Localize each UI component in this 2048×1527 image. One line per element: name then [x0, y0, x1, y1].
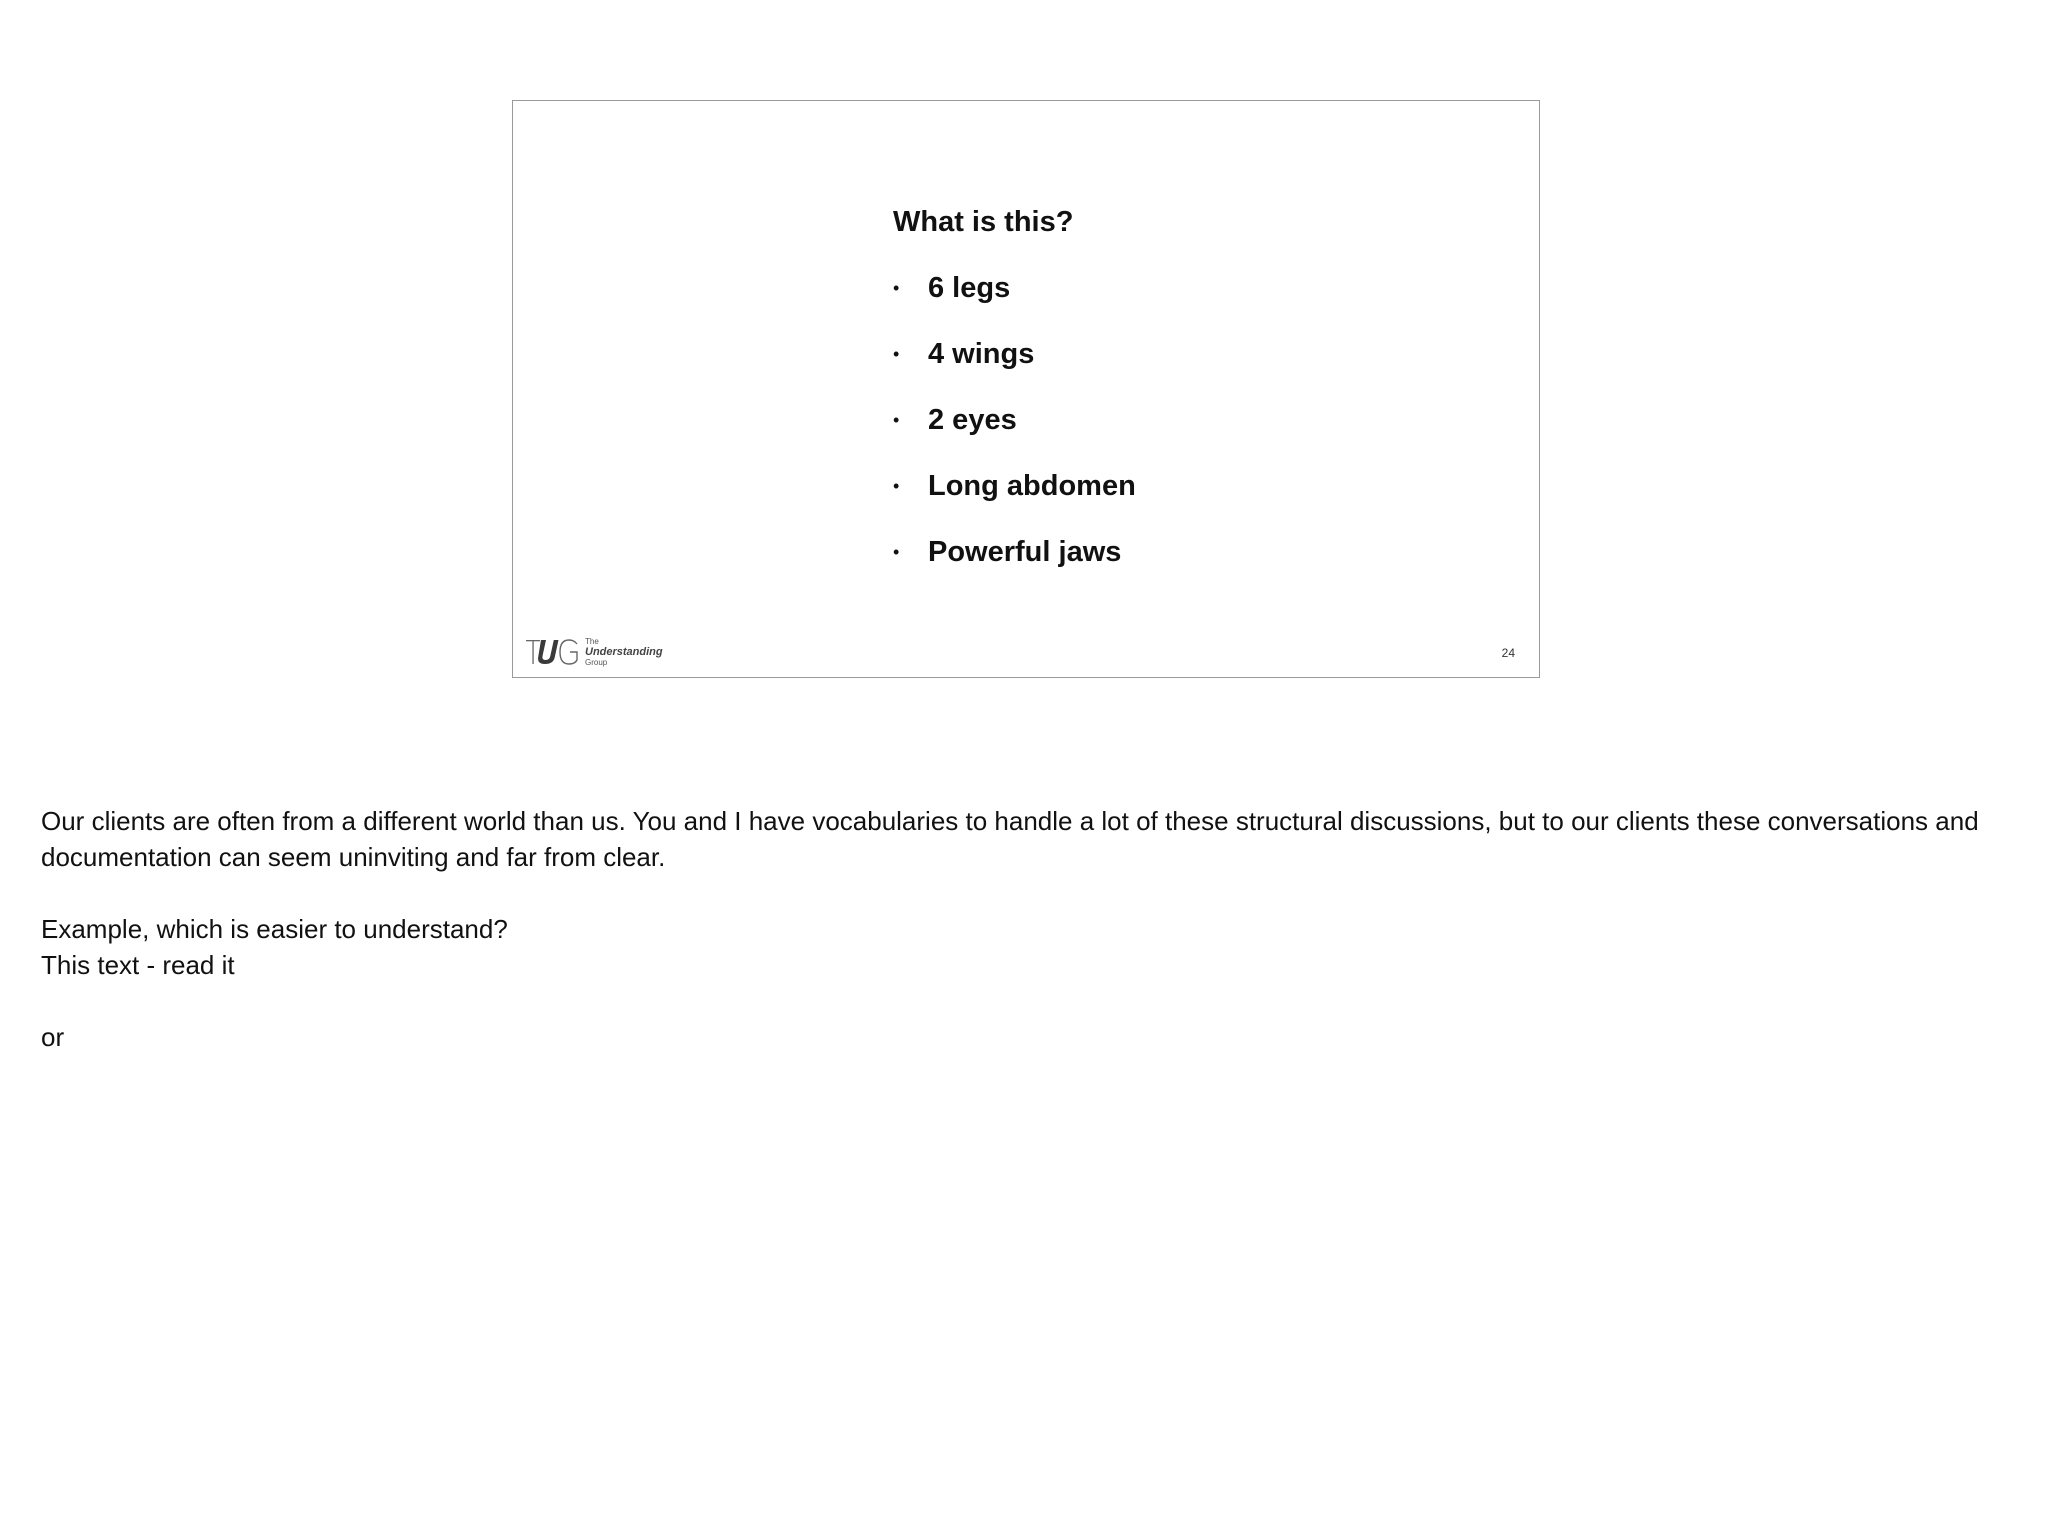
- bullet-icon: •: [893, 344, 900, 364]
- notes-paragraph: Our clients are often from a different world than us. You and I have vocabularies to handle a lot of these structural discussions, but to our clients these conversations and documentation can seem uninviting and far from clear.: [41, 806, 1979, 872]
- presenter-notes: [41, 803, 2021, 1055]
- slide-content: [893, 205, 1136, 601]
- bullet-icon: •: [893, 278, 900, 298]
- notes-line: This text - read it: [41, 950, 235, 980]
- bullet-item: [893, 271, 1136, 305]
- bullet-icon: •: [893, 542, 900, 562]
- logo-text: [585, 637, 663, 667]
- bullet-item: [893, 469, 1136, 503]
- bullet-text: 6 legs: [928, 272, 1011, 304]
- slide-page-number: 24: [1501, 646, 1515, 660]
- bullet-item: [893, 403, 1136, 437]
- bullet-text: 2 eyes: [928, 404, 1017, 436]
- bullet-text: Long abdomen: [928, 470, 1136, 502]
- logo-text-line: The: [585, 637, 599, 646]
- bullet-icon: •: [893, 410, 900, 430]
- bullet-text: 4 wings: [928, 338, 1035, 370]
- logo-text-line: Understanding: [585, 646, 663, 658]
- notes-line: or: [41, 1022, 65, 1052]
- bullet-icon: •: [893, 476, 900, 496]
- bullet-item: [893, 535, 1136, 569]
- notes-line: Example, which is easier to understand?: [41, 914, 508, 944]
- slide-title: What is this?: [893, 206, 1074, 238]
- bullet-text: Powerful jaws: [928, 536, 1122, 568]
- notes-spacer: [41, 983, 2021, 1019]
- company-logo: [525, 637, 675, 667]
- bullet-item: [893, 337, 1136, 371]
- notes-spacer: [41, 875, 2021, 911]
- slide: [512, 100, 1540, 678]
- tug-logo-icon: [525, 637, 585, 667]
- bullet-list: [893, 271, 1136, 569]
- logo-text-line: Group: [585, 658, 608, 667]
